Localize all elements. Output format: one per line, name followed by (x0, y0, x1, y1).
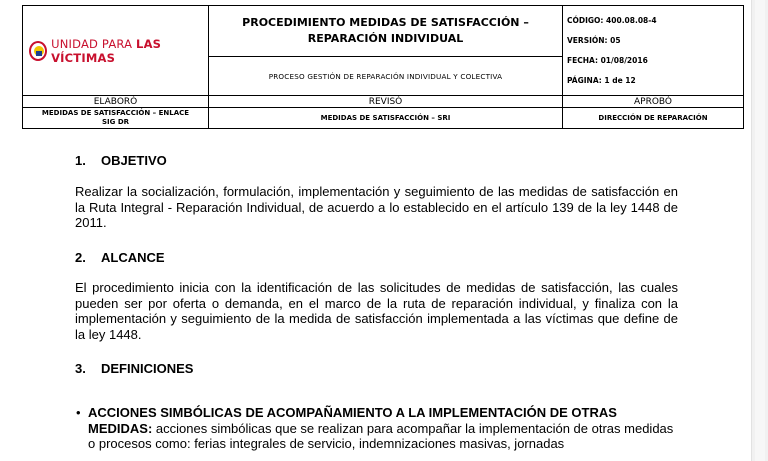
elaboro-header: ELABORÓ (23, 96, 209, 108)
reviso-value: MEDIDAS DE SATISFACCIÓN – SRI (209, 108, 563, 129)
section-title: ALCANCE (101, 250, 165, 265)
document-code: CÓDIGO: 400.08.08-4 (567, 15, 657, 25)
section-number: 3. (75, 361, 86, 376)
definition-text: acciones simbólicas que se realizan para acompañar la implementación de otras medidas o procesos como: ferias integrales de servicio, indemnizaciones masivas, jornadas (88, 420, 674, 451)
section-heading-definiciones (75, 361, 193, 376)
meta-cell (563, 6, 744, 96)
process-name: PROCESO GESTIÓN DE REPARACIÓN INDIVIDUAL Y COLECTIVA (268, 71, 503, 81)
section-title: OBJETIVO (101, 153, 167, 168)
logo-text-regular: UNIDAD PARA (51, 36, 137, 51)
definition-term: ACCIONES SIMBÓLICAS DE ACOMPAÑAMIENTO A LA IMPLEMENTACIÓN DE OTRAS MEDIDAS: (88, 405, 617, 436)
process-cell (209, 57, 563, 96)
section-number: 1. (75, 153, 86, 168)
bullet-icon: • (76, 405, 81, 420)
aprobo-value: DIRECCIÓN DE REPARACIÓN (563, 108, 744, 129)
section-heading-alcance (75, 250, 165, 265)
document-version: VERSIÓN: 05 (567, 35, 621, 45)
section-heading-objetivo (75, 153, 167, 168)
document-title-line1: PROCEDIMIENTO MEDIDAS DE SATISFACCIÓN – (242, 16, 529, 29)
section-text-alcance: El procedimiento inicia con la identificación de las solicitudes de medidas de satisfacción, las cuales pueden ser por oferta o demanda, en el marco de la ruta de reparación individual, y finaliza con la implementación y seguimiento de la medida de satisfacción implementada a las víctimas que define de la ley 1448. (75, 280, 678, 342)
logo-text-bold: LAS VÍCTIMAS (51, 36, 162, 65)
document-date: FECHA: 01/08/2016 (567, 55, 648, 65)
document-title-line2: REPARACIÓN INDIVIDUAL (307, 32, 464, 45)
section-text-objetivo: Realizar la socialización, formulación, implementación y seguimiento de las medidas de satisfacción en la Ruta Integral - Reparación Individual, de acuerdo a lo establecido en el artículo 139 de la ley 1448 de 2011. (75, 184, 678, 231)
logo-cell (23, 6, 209, 96)
aprobo-header: APROBÓ (563, 96, 744, 108)
colombia-seal-icon (29, 41, 47, 61)
vertical-scrollbar[interactable] (751, 0, 768, 461)
section-title: DEFINICIONES (101, 361, 194, 376)
document-title (209, 15, 562, 47)
reviso-header: REVISÓ (209, 96, 563, 108)
document-header-table (22, 5, 744, 129)
scrollbar-thumb[interactable] (755, 0, 765, 461)
definition-item (76, 405, 684, 452)
unidad-victimas-logo (23, 37, 208, 65)
logo-text (51, 37, 208, 65)
elaboro-value (23, 108, 209, 129)
elaboro-value-line2: SIG DR (101, 118, 130, 126)
title-cell (209, 6, 563, 57)
elaboro-value-line1: MEDIDAS DE SATISFACCIÓN – ENLACE (41, 109, 190, 117)
document-page-number: PÁGINA: 1 de 12 (567, 75, 636, 85)
section-number: 2. (75, 250, 86, 265)
